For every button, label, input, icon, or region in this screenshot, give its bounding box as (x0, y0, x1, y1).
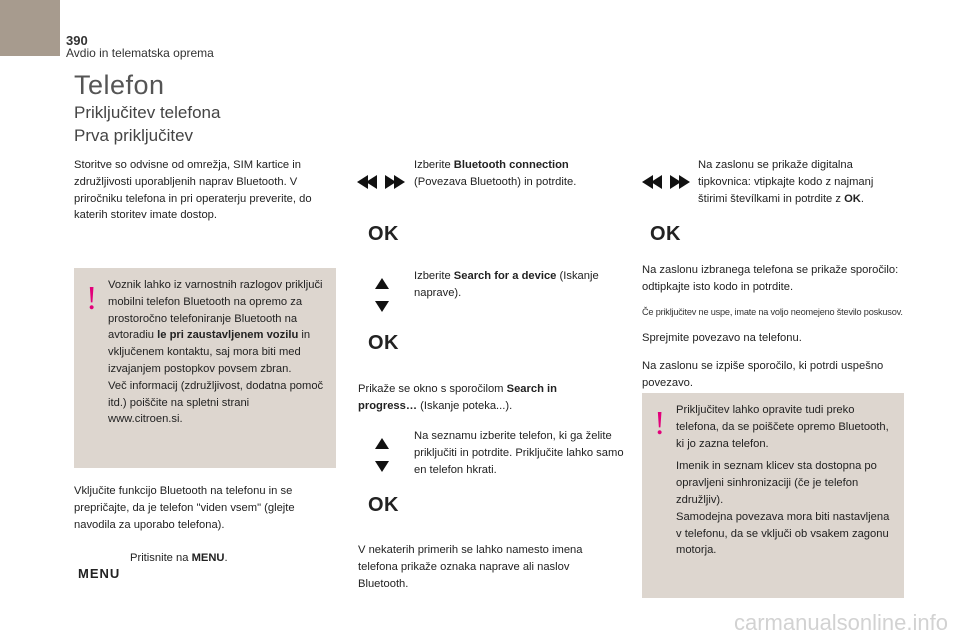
device-name-note: V nekaterih primerih se lahko namesto imena telefona prikaže oznaka naprave ali naslov Bluetooth. (358, 544, 583, 590)
success-text: Na zaslonu se izpiše sporočilo, ki potrdi uspešno povezavo. (642, 360, 884, 389)
window-pre: Prikaže se okno s sporočilom (358, 383, 504, 395)
section-title: Avdio in telematska oprema (66, 46, 214, 60)
warning-right-p3: Samodejna povezava mora biti nastavljena v telefonu, da se vključi ob vsakem zagonu motorja. (676, 510, 890, 557)
subtitle-connection: Priključitev telefona (74, 103, 221, 122)
warning-left-part2: in vključenem kontaktu, saj mora biti med izvajanjem postopkov povsem zbran. (108, 329, 311, 375)
warning-text-right (676, 402, 896, 559)
warning-right-p1: Priključitev lahko opravite tudi preko telefona, da se poiščete opremo Bluetooth, ki jo zazna telefon. (676, 404, 889, 450)
accept-text: Sprejmite povezavo na telefonu. (642, 332, 802, 344)
step2-pre: Izberite (414, 270, 451, 282)
press-menu-pre: Pritisnite na (130, 552, 189, 564)
ok-key-label: OK (368, 332, 399, 354)
warning-left-part1: Voznik lahko iz varnostnih razlogov priključi mobilni telefon Bluetooth na opremo za prostoročno telefoniranje Bluetooth na avtoradiu (108, 279, 323, 342)
warning-box-right (642, 393, 904, 598)
press-menu-text (130, 550, 330, 567)
keypad-text (698, 157, 904, 207)
warning-left-bold: le pri zaustavljenem vozilu (157, 329, 299, 342)
select-phone-text: Na seznamu izberite telefon, ki ga želite priključiti in potrdite. Priključite lahko samo en telefon hkrati. (414, 430, 624, 476)
step-search-device (414, 268, 624, 302)
press-menu-post: . (224, 552, 228, 564)
step-bluetooth-connection (414, 157, 624, 191)
warning-icon: ! (86, 280, 98, 317)
ok-key-label: OK (368, 223, 399, 245)
up-down-arrows-icon (374, 438, 390, 472)
ok-key-label: OK (368, 494, 399, 516)
ok-key-label: OK (650, 223, 681, 245)
activate-bluetooth-text: Vključite funkcijo Bluetooth na telefonu in se prepričajte, da je telefon "viden vsem" (glejte navodila za uporabo telefona). (74, 485, 295, 531)
step2-bold: Search for a device (453, 270, 557, 282)
keypad-main: Na zaslonu se prikaže digitalna tipkovnica: vtipkajte kodo z najmanj štirimi števílkami in potrdite z (698, 159, 874, 205)
window-bold: Search in progress… (358, 383, 557, 412)
page-tab (0, 0, 60, 56)
keypad-ok-bold: OK (844, 192, 861, 205)
menu-key-label: MENU (78, 566, 121, 581)
keypad-end: . (860, 192, 864, 205)
screen-message-text: Na zaslonu izbranega telefona se prikaže sporočilo: odtipkajte isto kodo in potrdite. (642, 264, 899, 293)
window-post: (Iskanje poteka...). (420, 399, 513, 412)
up-down-arrows-icon (374, 278, 390, 312)
press-menu-key: MENU (191, 552, 225, 564)
page-title: Telefon (74, 70, 165, 100)
left-right-arrows-icon (357, 174, 405, 190)
step2-post: (Iskanje naprave). (414, 270, 599, 299)
intro-text: Storitve so odvisne od omrežja, SIM kartice in združljivosti uporabljenih naprav Bluetooth. V priročniku telefona in pri operaterju preverite, do katerih storitev imate dostop. (74, 159, 312, 222)
search-progress-text (358, 381, 608, 415)
step1-post: (Povezava Bluetooth) in potrdite. (414, 175, 577, 188)
warning-box-left (74, 268, 336, 468)
warning-left-part3: Več informacij (združljivost, dodatna pomoč itd.) poiščite na spletni strani www.citroen.si. (108, 379, 324, 426)
watermark: carmanualsonline.info (733, 610, 948, 635)
warning-icon: ! (654, 405, 666, 442)
step1-bold: Bluetooth connection (453, 159, 569, 171)
retry-note: Če priključitev ne uspe, imate na voljo neomejeno število poskusov. (642, 307, 903, 317)
left-right-arrows-icon (642, 174, 690, 190)
warning-text-left (108, 277, 326, 428)
warning-right-p2: Imenik in seznam klicev sta dostopna po opravljeni sinhronizaciji (če je telefon združljiv). (676, 460, 877, 506)
subtitle-first-connection: Prva priključitev (74, 126, 194, 145)
page-number: 390 (66, 33, 88, 48)
step1-pre: Izberite (414, 159, 451, 171)
